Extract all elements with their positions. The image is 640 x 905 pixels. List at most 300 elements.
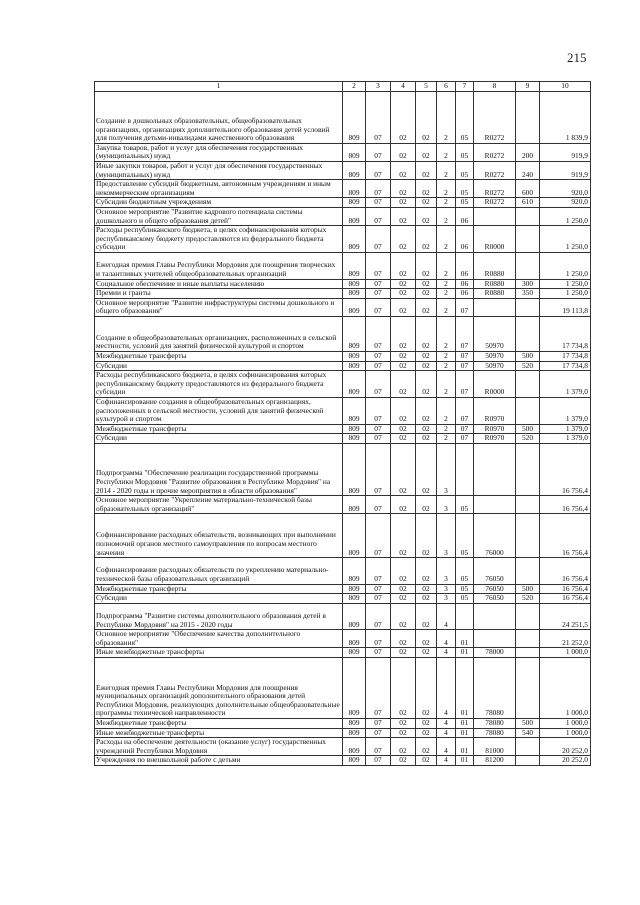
subprogram-code-cell: 2 <box>437 180 456 198</box>
table-row <box>95 279 591 289</box>
item-name-cell: Учреждения по внешкольной работе с детьми <box>95 756 343 766</box>
expense-type-code-cell: 500 <box>516 584 540 594</box>
expense-type-code-cell <box>516 298 540 316</box>
program-code-cell: 02 <box>416 424 437 434</box>
activity-code-cell: 07 <box>456 397 474 424</box>
activity-code-cell: 05 <box>456 496 474 514</box>
item-name-cell: Создание в общеобразовательных организациях, расположенных в сельской местности, условий для занятий физической культурой и спортом <box>95 316 343 351</box>
program-code-cell: 02 <box>416 738 437 756</box>
activity-code-cell: 05 <box>456 162 474 180</box>
activity-code-cell <box>456 603 474 630</box>
amount-cell: 16 756,4 <box>540 558 591 585</box>
table-row <box>95 289 591 299</box>
expense-type-code-cell <box>516 603 540 630</box>
ministry-code-cell: 809 <box>343 496 366 514</box>
item-name-cell: Межбюджетные трансферты <box>95 351 343 361</box>
subprogram-code-cell: 2 <box>437 316 456 351</box>
target-code-cell <box>474 208 516 226</box>
table-row <box>95 351 591 361</box>
target-code-cell: 81200 <box>474 756 516 766</box>
subprogram-code-cell: 4 <box>437 630 456 648</box>
item-name-cell: Предоставление субсидий бюджетным, автономным учреждениям и иным некоммерческим организациям <box>95 180 343 198</box>
target-code-cell <box>474 603 516 630</box>
program-code-cell: 02 <box>416 658 437 719</box>
column-header-5: 5 <box>416 82 437 92</box>
expense-type-code-cell: 300 <box>516 279 540 289</box>
table-row <box>95 316 591 351</box>
activity-code-cell: 01 <box>456 658 474 719</box>
column-header-7: 7 <box>456 82 474 92</box>
subsection-code-cell: 02 <box>391 289 416 299</box>
expense-type-code-cell <box>516 658 540 719</box>
amount-cell: 1 000,0 <box>540 648 591 658</box>
target-code-cell: 78080 <box>474 658 516 719</box>
item-name-cell: Софинансирование расходных обязательств по укреплению материально-технической базы образовательных организаций <box>95 558 343 585</box>
expense-type-code-cell <box>516 91 540 143</box>
target-code-cell: R0272 <box>474 91 516 143</box>
item-name-cell: Субсидии <box>95 594 343 604</box>
amount-cell: 17 734,8 <box>540 361 591 371</box>
program-code-cell: 02 <box>416 594 437 604</box>
subsection-code-cell: 02 <box>391 718 416 728</box>
table-header-row <box>95 82 591 92</box>
program-code-cell: 02 <box>416 361 437 371</box>
expense-type-code-cell <box>516 648 540 658</box>
item-name-cell: Межбюджетные трансферты <box>95 718 343 728</box>
section-code-cell: 07 <box>366 397 391 424</box>
subsection-code-cell: 02 <box>391 648 416 658</box>
budget-table <box>94 81 591 766</box>
program-code-cell: 02 <box>416 371 437 398</box>
program-code-cell: 02 <box>416 143 437 161</box>
item-name-cell: Межбюджетные трансферты <box>95 584 343 594</box>
table-row <box>95 728 591 738</box>
activity-code-cell <box>456 443 474 495</box>
subsection-code-cell: 02 <box>391 162 416 180</box>
table-row <box>95 658 591 719</box>
subprogram-code-cell: 4 <box>437 658 456 719</box>
table-row <box>95 162 591 180</box>
table-row <box>95 594 591 604</box>
expense-type-code-cell: 520 <box>516 434 540 444</box>
column-header-8: 8 <box>474 82 516 92</box>
program-code-cell: 02 <box>416 180 437 198</box>
table-row <box>95 603 591 630</box>
activity-code-cell: 07 <box>456 371 474 398</box>
ministry-code-cell: 809 <box>343 514 366 558</box>
column-header-1: 1 <box>95 82 343 92</box>
subsection-code-cell: 02 <box>391 603 416 630</box>
expense-type-code-cell <box>516 496 540 514</box>
table-row <box>95 496 591 514</box>
section-code-cell: 07 <box>366 424 391 434</box>
table-row <box>95 424 591 434</box>
program-code-cell: 02 <box>416 226 437 253</box>
subsection-code-cell: 02 <box>391 351 416 361</box>
item-name-cell: Ежегодная премия Главы Республики Мордовия для поощрения творческих и талантливых учителей общеобразовательных организаций <box>95 253 343 280</box>
section-code-cell: 07 <box>366 180 391 198</box>
subprogram-code-cell: 3 <box>437 584 456 594</box>
table-row <box>95 630 591 648</box>
program-code-cell: 02 <box>416 630 437 648</box>
item-name-cell: Ежегодная премия Главы Республики Мордовия для поощрения муниципальных организаций дополнительного образования детей Республики Мордовия, реализующих дополнительные общеобразовательные программы технической направленности <box>95 658 343 719</box>
section-code-cell: 07 <box>366 648 391 658</box>
activity-code-cell: 01 <box>456 738 474 756</box>
activity-code-cell: 07 <box>456 298 474 316</box>
section-code-cell: 07 <box>366 630 391 648</box>
subsection-code-cell: 02 <box>391 253 416 280</box>
section-code-cell: 07 <box>366 361 391 371</box>
subsection-code-cell: 02 <box>391 424 416 434</box>
section-code-cell: 07 <box>366 584 391 594</box>
section-code-cell: 07 <box>366 496 391 514</box>
amount-cell: 919,9 <box>540 143 591 161</box>
item-name-cell: Подпрограмма "Обеспечение реализации государственной программы Республики Мордовия "Развитие образования в Республике Мордовия" на 2014 - 2020 годы и прочие мероприятия в области образования" <box>95 443 343 495</box>
subprogram-code-cell: 2 <box>437 371 456 398</box>
table-row <box>95 208 591 226</box>
subprogram-code-cell: 3 <box>437 594 456 604</box>
subprogram-code-cell: 2 <box>437 91 456 143</box>
subprogram-code-cell: 2 <box>437 434 456 444</box>
amount-cell: 1 000,0 <box>540 658 591 719</box>
ministry-code-cell: 809 <box>343 594 366 604</box>
subprogram-code-cell: 3 <box>437 443 456 495</box>
target-code-cell: R0880 <box>474 289 516 299</box>
page-number: 215 <box>567 50 587 65</box>
ministry-code-cell: 809 <box>343 371 366 398</box>
amount-cell: 1 379,0 <box>540 371 591 398</box>
subprogram-code-cell: 2 <box>437 208 456 226</box>
table-row <box>95 253 591 280</box>
target-code-cell: R0272 <box>474 143 516 161</box>
subprogram-code-cell: 2 <box>437 253 456 280</box>
expense-type-code-cell <box>516 226 540 253</box>
expense-type-code-cell: 600 <box>516 180 540 198</box>
amount-cell: 919,9 <box>540 162 591 180</box>
activity-code-cell: 05 <box>456 198 474 208</box>
expense-type-code-cell <box>516 371 540 398</box>
table-row <box>95 226 591 253</box>
program-code-cell: 02 <box>416 198 437 208</box>
ministry-code-cell: 809 <box>343 289 366 299</box>
ministry-code-cell: 809 <box>343 434 366 444</box>
item-name-cell: Закупка товаров, работ и услуг для обеспечения государственных (муниципальных) нужд <box>95 143 343 161</box>
section-code-cell: 07 <box>366 253 391 280</box>
expense-type-code-cell: 500 <box>516 351 540 361</box>
item-name-cell: Субсидии <box>95 361 343 371</box>
amount-cell: 1 379,0 <box>540 397 591 424</box>
table-row <box>95 91 591 143</box>
ministry-code-cell: 809 <box>343 658 366 719</box>
section-code-cell: 07 <box>366 298 391 316</box>
subprogram-code-cell: 3 <box>437 558 456 585</box>
subprogram-code-cell: 3 <box>437 496 456 514</box>
ministry-code-cell: 809 <box>343 728 366 738</box>
expense-type-code-cell: 520 <box>516 361 540 371</box>
target-code-cell: 76050 <box>474 558 516 585</box>
table-body <box>95 91 591 765</box>
target-code-cell <box>474 496 516 514</box>
subsection-code-cell: 02 <box>391 143 416 161</box>
column-header-2: 2 <box>343 82 366 92</box>
target-code-cell: 50970 <box>474 361 516 371</box>
section-code-cell: 07 <box>366 91 391 143</box>
amount-cell: 1 250,0 <box>540 253 591 280</box>
subsection-code-cell: 02 <box>391 371 416 398</box>
subsection-code-cell: 02 <box>391 434 416 444</box>
subprogram-code-cell: 2 <box>437 162 456 180</box>
subprogram-code-cell: 2 <box>437 289 456 299</box>
subsection-code-cell: 02 <box>391 316 416 351</box>
expense-type-code-cell <box>516 397 540 424</box>
amount-cell: 1 250,0 <box>540 289 591 299</box>
activity-code-cell: 01 <box>456 728 474 738</box>
item-name-cell: Субсидии <box>95 434 343 444</box>
table-row <box>95 371 591 398</box>
expense-type-code-cell <box>516 558 540 585</box>
subprogram-code-cell: 2 <box>437 397 456 424</box>
table-row <box>95 434 591 444</box>
ministry-code-cell: 809 <box>343 558 366 585</box>
program-code-cell: 02 <box>416 718 437 728</box>
ministry-code-cell: 809 <box>343 91 366 143</box>
column-header-10: 10 <box>540 82 591 92</box>
program-code-cell: 02 <box>416 496 437 514</box>
section-code-cell: 07 <box>366 658 391 719</box>
subprogram-code-cell: 3 <box>437 514 456 558</box>
item-name-cell: Основное мероприятие "Развитие инфраструктуры системы дошкольного и общего образования" <box>95 298 343 316</box>
section-code-cell: 07 <box>366 514 391 558</box>
subprogram-code-cell: 2 <box>437 361 456 371</box>
expense-type-code-cell: 500 <box>516 424 540 434</box>
ministry-code-cell: 809 <box>343 603 366 630</box>
column-header-6: 6 <box>437 82 456 92</box>
item-name-cell: Расходы республиканского бюджета, в целях софинансирования которых республиканскому бюджету предоставляются из федерального бюджета субсидии <box>95 371 343 398</box>
target-code-cell: 78080 <box>474 718 516 728</box>
activity-code-cell: 06 <box>456 208 474 226</box>
subprogram-code-cell: 4 <box>437 718 456 728</box>
subprogram-code-cell: 4 <box>437 756 456 766</box>
ministry-code-cell: 809 <box>343 443 366 495</box>
amount-cell: 1 379,0 <box>540 434 591 444</box>
section-code-cell: 07 <box>366 728 391 738</box>
section-code-cell: 07 <box>366 603 391 630</box>
section-code-cell: 07 <box>366 558 391 585</box>
subsection-code-cell: 02 <box>391 738 416 756</box>
item-name-cell: Субсидии бюджетным учреждениям <box>95 198 343 208</box>
subsection-code-cell: 02 <box>391 397 416 424</box>
ministry-code-cell: 809 <box>343 630 366 648</box>
ministry-code-cell: 809 <box>343 162 366 180</box>
table-row <box>95 397 591 424</box>
amount-cell: 19 113,8 <box>540 298 591 316</box>
subsection-code-cell: 02 <box>391 728 416 738</box>
activity-code-cell: 07 <box>456 434 474 444</box>
activity-code-cell: 01 <box>456 756 474 766</box>
item-name-cell: Основное мероприятие "Укрепление материально-технической базы образовательных организаций" <box>95 496 343 514</box>
section-code-cell: 07 <box>366 226 391 253</box>
subprogram-code-cell: 4 <box>437 648 456 658</box>
activity-code-cell: 06 <box>456 226 474 253</box>
item-name-cell: Расходы республиканского бюджета, в целях софинансирования которых республиканскому бюджету предоставляются из федерального бюджета субсидии <box>95 226 343 253</box>
subprogram-code-cell: 2 <box>437 424 456 434</box>
section-code-cell: 07 <box>366 316 391 351</box>
ministry-code-cell: 809 <box>343 208 366 226</box>
target-code-cell: 81000 <box>474 738 516 756</box>
target-code-cell: 76050 <box>474 594 516 604</box>
ministry-code-cell: 809 <box>343 298 366 316</box>
item-name-cell: Создание в дошкольных образовательных, общеобразовательных организациях, организациях дополнительного образования детей условий для получения детьми-инвалидами качественного образования <box>95 91 343 143</box>
item-name-cell: Подпрограмма "Развитие системы дополнительного образования детей в Республике Мордовия" на 2015 - 2020 годы <box>95 603 343 630</box>
item-name-cell: Софинансирование расходных обязательств, возникающих при выполнении полномочий органов местного самоуправления по вопросам местного значения <box>95 514 343 558</box>
expense-type-code-cell <box>516 514 540 558</box>
table-row <box>95 738 591 756</box>
subsection-code-cell: 02 <box>391 226 416 253</box>
column-header-9: 9 <box>516 82 540 92</box>
section-code-cell: 07 <box>366 718 391 728</box>
target-code-cell: R0272 <box>474 198 516 208</box>
ministry-code-cell: 809 <box>343 226 366 253</box>
table-row <box>95 143 591 161</box>
activity-code-cell: 06 <box>456 279 474 289</box>
section-code-cell: 07 <box>366 143 391 161</box>
item-name-cell: Иные закупки товаров, работ и услуг для обеспечения государственных (муниципальных) нужд <box>95 162 343 180</box>
activity-code-cell: 07 <box>456 424 474 434</box>
section-code-cell: 07 <box>366 279 391 289</box>
subsection-code-cell: 02 <box>391 496 416 514</box>
table-row <box>95 443 591 495</box>
subsection-code-cell: 02 <box>391 594 416 604</box>
expense-type-code-cell <box>516 630 540 648</box>
subsection-code-cell: 02 <box>391 584 416 594</box>
subprogram-code-cell: 2 <box>437 226 456 253</box>
amount-cell: 1 379,0 <box>540 424 591 434</box>
column-header-4: 4 <box>391 82 416 92</box>
target-code-cell: 50970 <box>474 316 516 351</box>
activity-code-cell: 06 <box>456 253 474 280</box>
program-code-cell: 02 <box>416 514 437 558</box>
subprogram-code-cell: 2 <box>437 279 456 289</box>
subprogram-code-cell: 2 <box>437 351 456 361</box>
subsection-code-cell: 02 <box>391 180 416 198</box>
program-code-cell: 02 <box>416 558 437 585</box>
ministry-code-cell: 809 <box>343 351 366 361</box>
item-name-cell: Социальное обеспечение и иные выплаты населению <box>95 279 343 289</box>
amount-cell: 1 250,0 <box>540 226 591 253</box>
expense-type-code-cell: 500 <box>516 718 540 728</box>
section-code-cell: 07 <box>366 371 391 398</box>
target-code-cell: R0000 <box>474 371 516 398</box>
table-row <box>95 718 591 728</box>
subsection-code-cell: 02 <box>391 443 416 495</box>
expense-type-code-cell: 350 <box>516 289 540 299</box>
ministry-code-cell: 809 <box>343 397 366 424</box>
subprogram-code-cell: 4 <box>437 738 456 756</box>
amount-cell: 24 251,5 <box>540 603 591 630</box>
section-code-cell: 07 <box>366 208 391 226</box>
section-code-cell: 07 <box>366 434 391 444</box>
amount-cell: 16 756,4 <box>540 496 591 514</box>
program-code-cell: 02 <box>416 279 437 289</box>
ministry-code-cell: 809 <box>343 316 366 351</box>
target-code-cell: 50970 <box>474 351 516 361</box>
expense-type-code-cell: 240 <box>516 162 540 180</box>
amount-cell: 1 000,0 <box>540 728 591 738</box>
program-code-cell: 02 <box>416 434 437 444</box>
table-row <box>95 514 591 558</box>
expense-type-code-cell <box>516 738 540 756</box>
item-name-cell: Основное мероприятие "Развитие кадрового потенциала системы дошкольного и общего образования детей" <box>95 208 343 226</box>
amount-cell: 21 252,0 <box>540 630 591 648</box>
ministry-code-cell: 809 <box>343 180 366 198</box>
subprogram-code-cell: 4 <box>437 728 456 738</box>
target-code-cell: R0000 <box>474 226 516 253</box>
subprogram-code-cell: 2 <box>437 143 456 161</box>
subsection-code-cell: 02 <box>391 198 416 208</box>
section-code-cell: 07 <box>366 594 391 604</box>
activity-code-cell: 05 <box>456 558 474 585</box>
table-row <box>95 361 591 371</box>
table-row <box>95 198 591 208</box>
program-code-cell: 02 <box>416 289 437 299</box>
amount-cell: 1 839,9 <box>540 91 591 143</box>
program-code-cell: 02 <box>416 351 437 361</box>
ministry-code-cell: 809 <box>343 648 366 658</box>
expense-type-code-cell: 520 <box>516 594 540 604</box>
subprogram-code-cell: 2 <box>437 298 456 316</box>
target-code-cell: R0272 <box>474 162 516 180</box>
program-code-cell: 02 <box>416 648 437 658</box>
table-row <box>95 648 591 658</box>
target-code-cell: R0970 <box>474 434 516 444</box>
amount-cell: 16 756,4 <box>540 443 591 495</box>
target-code-cell: R0880 <box>474 279 516 289</box>
amount-cell: 17 734,8 <box>540 316 591 351</box>
expense-type-code-cell <box>516 316 540 351</box>
program-code-cell: 02 <box>416 728 437 738</box>
program-code-cell: 02 <box>416 298 437 316</box>
subsection-code-cell: 02 <box>391 279 416 289</box>
amount-cell: 920,0 <box>540 180 591 198</box>
target-code-cell <box>474 443 516 495</box>
program-code-cell: 02 <box>416 443 437 495</box>
target-code-cell <box>474 298 516 316</box>
activity-code-cell: 05 <box>456 594 474 604</box>
expense-type-code-cell <box>516 443 540 495</box>
ministry-code-cell: 809 <box>343 143 366 161</box>
section-code-cell: 07 <box>366 162 391 180</box>
target-code-cell: 76000 <box>474 514 516 558</box>
activity-code-cell: 05 <box>456 514 474 558</box>
item-name-cell: Расходы на обеспечение деятельности (оказание услуг) государственных учреждений Республики Мордовия <box>95 738 343 756</box>
subprogram-code-cell: 2 <box>437 198 456 208</box>
program-code-cell: 02 <box>416 253 437 280</box>
ministry-code-cell: 809 <box>343 361 366 371</box>
activity-code-cell: 05 <box>456 91 474 143</box>
subsection-code-cell: 02 <box>391 91 416 143</box>
expense-type-code-cell <box>516 756 540 766</box>
table-row <box>95 180 591 198</box>
activity-code-cell: 01 <box>456 718 474 728</box>
amount-cell: 920,0 <box>540 198 591 208</box>
ministry-code-cell: 809 <box>343 584 366 594</box>
subsection-code-cell: 02 <box>391 298 416 316</box>
subsection-code-cell: 02 <box>391 208 416 226</box>
subsection-code-cell: 02 <box>391 558 416 585</box>
amount-cell: 16 756,4 <box>540 594 591 604</box>
program-code-cell: 02 <box>416 316 437 351</box>
section-code-cell: 07 <box>366 289 391 299</box>
